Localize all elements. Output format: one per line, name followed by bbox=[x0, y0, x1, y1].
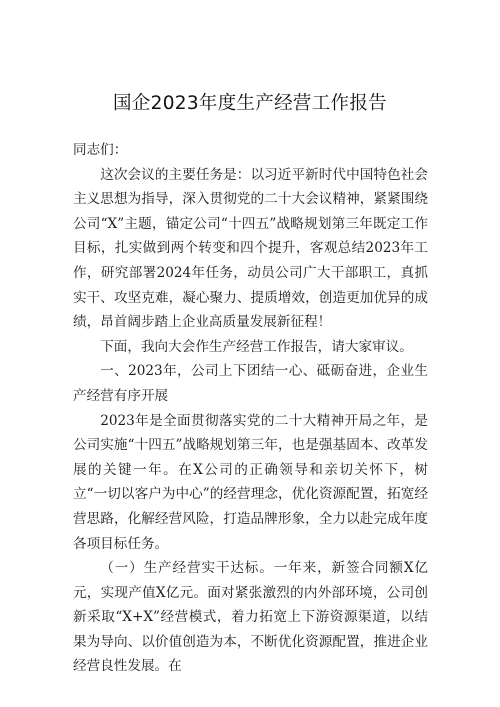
section-heading-one: 一、2023年，公司上下团结一心、砥砺奋进，企业生产经营有序开展 bbox=[73, 363, 428, 404]
paragraph-2023-overview: 2023年是全面贯彻落实党的二十大精神开局之年，是公司实施“十四五”战略规划第三年，也是强基固本、改革发展的关键一年。在X公司的正确领导和亲切关怀下，树立“一切以客户为中心”的经营理念，优化资源配置，拓宽经营思路，化解经营风险，打造品牌形象，全力以赴完成年度各项目标任务。 bbox=[73, 412, 428, 552]
document-body bbox=[73, 138, 428, 679]
document-title: 国企2023年度生产经营工作报告 bbox=[113, 93, 387, 114]
paragraph-production-targets: （一）生产经营实干达标。一年来，新签合同额X亿元，实现产值X亿元。面对紧张激烈的内外部环境，公司创新采取“X+X”经营模式，着力拓宽上下游资源渠道，以结果为导向、以价值创造为本，不断优化资源配置，推进企业经营良性发展。在 bbox=[73, 560, 428, 675]
paragraph-report-intro: 下面，我向大会作生产经营工作报告，请大家审议。 bbox=[100, 338, 413, 355]
salutation: 同志们： bbox=[73, 142, 128, 158]
paragraph-meeting-tasks: 这次会议的主要任务是：以习近平新时代中国特色社会主义思想为指导，深入贯彻党的二十大会议精神，紧紧围绕公司“X”主题，锚定公司“十四五”战略规划第三年既定工作目标，扎实做到两个转变和四个提升，客观总结2023年工作，研究部署2024年任务，动员公司广大干部职工，真抓实干、攻坚克难，凝心聚力、提质增效，创造更加优异的成绩，昂首阔步踏上企业高质量发展新征程！ bbox=[73, 166, 428, 331]
